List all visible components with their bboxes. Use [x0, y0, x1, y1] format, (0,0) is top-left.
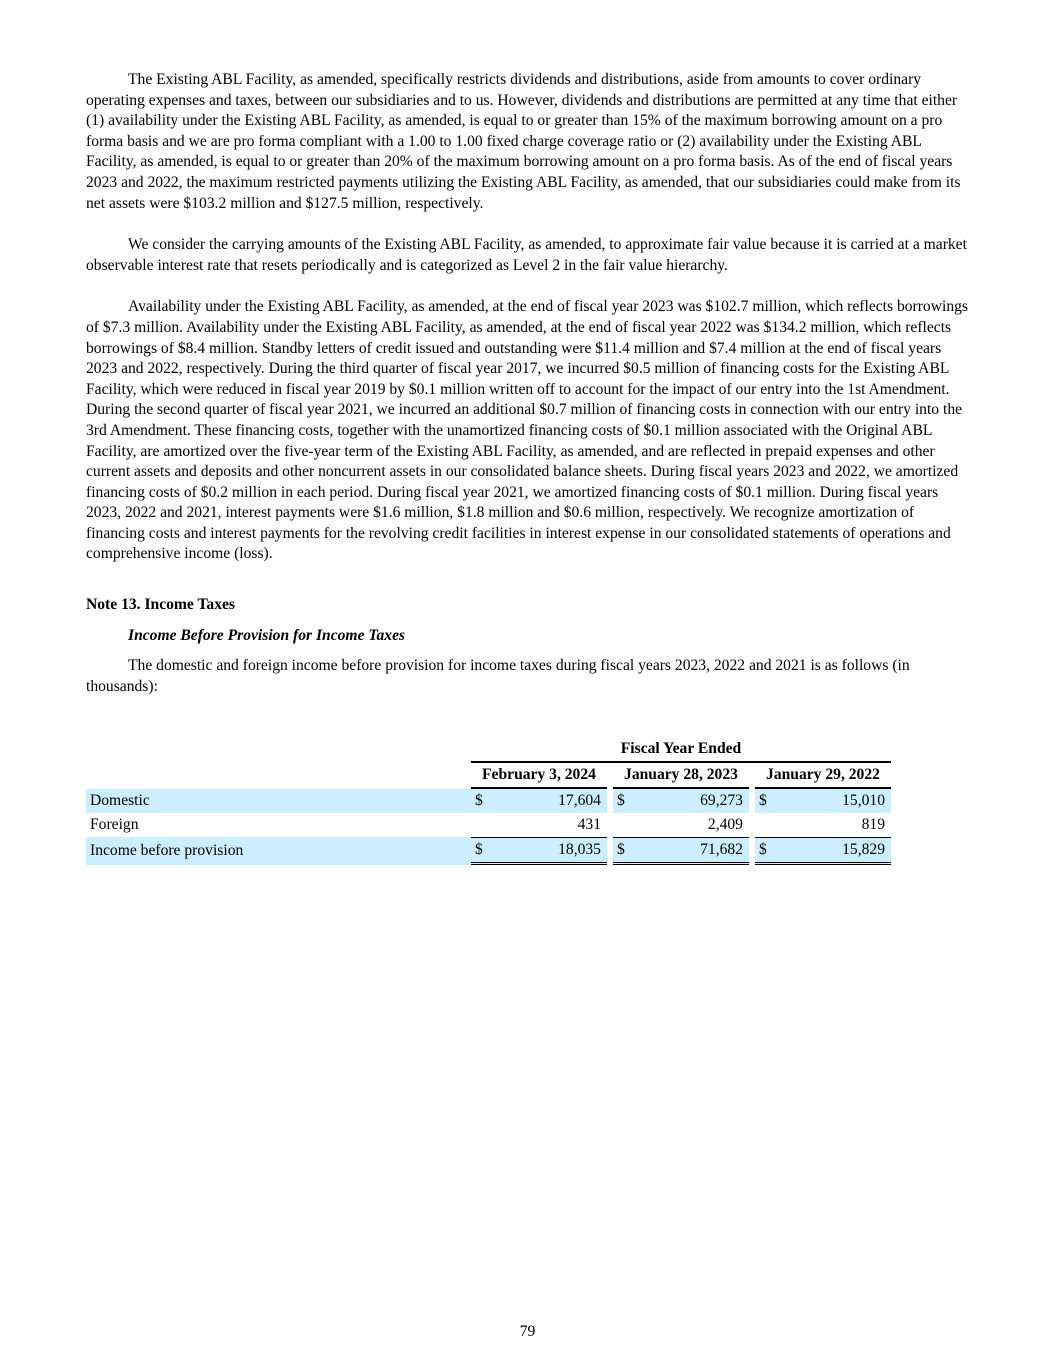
- page-number: 79: [519, 1323, 536, 1340]
- document-page: [86, 70, 972, 865]
- table-row: Foreign 431 2,409 819: [86, 813, 891, 837]
- table-row-total: Income before provision $ 18,035 $ 71,682 $ 15,829: [86, 837, 891, 865]
- subheading: Income Before Provision for Income Taxes: [128, 626, 406, 644]
- paragraph-dividends: The Existing ABL Facility, as amended, specifically restricts dividends and distributions, aside from amounts to cover ordinary operating expenses and taxes, between our subsidiaries and to us. However, dividends and distributions are permitted at any time that either (1) availability under the Existing ABL Facility, as amended, is equal to or greater than 15% of the maximum borrowing amount on a pro forma basis and we are pro forma compliant with a 1.00 to 1.00 fixed charge coverage ratio or (2) availability under the Existing ABL Facility, as amended, is equal to or greater than 20% of the maximum borrowing amount on a pro forma basis. As of the end of fiscal years 2023 and 2022, the maximum restricted payments utilizing the Existing ABL Facility, as amended, that our subsidiaries could make from its net assets were $103.2 million and $127.5 million, respectively.: [86, 71, 961, 212]
- note-heading: Note 13. Income Taxes: [86, 596, 236, 614]
- column-header: January 29, 2022: [755, 763, 891, 789]
- income-table: [86, 737, 891, 865]
- paragraph-availability: Availability under the Existing ABL Facility, as amended, at the end of fiscal year 2023 was $102.7 million, which reflects borrowings of $7.3 million. Availability under the Existing ABL Facility, as amended, at the end of fiscal year 2022 was $134.2 million, which reflects borrowings of $8.4 million. Standby letters of credit issued and outstanding were $11.4 million and $7.4 million at the end of fiscal years 2023 and 2022, respectively. During the third quarter of fiscal year 2017, we incurred $0.5 million of financing costs for the Existing ABL Facility, which were reduced in fiscal year 2019 by $0.1 million written off to account for the impact of our entry into the 1st Amendment. During the second quarter of fiscal year 2021, we incurred an additional $0.7 million of financing costs in connection with our entry into the 3rd Amendment. These financing costs, together with the unamortized financing costs of $0.1 million associated with the Original ABL Facility, are amortized over the five-year term of the Existing ABL Facility, as amended, and are reflected in prepaid expenses and other current assets and deposits and other noncurrent assets in our consolidated balance sheets. During fiscal years 2023 and 2022, we amortized financing costs of $0.2 million in each period. During fiscal year 2021, we amortized financing costs of $0.1 million. During fiscal years 2023, 2022 and 2021, interest payments were $1.6 million, $1.8 million and $0.6 million, respectively. We recognize amortization of financing costs and interest payments for the revolving credit facilities in interest expense in our consolidated statements of operations and comprehensive income (loss).: [86, 298, 968, 563]
- column-header: January 28, 2023: [613, 763, 749, 789]
- table-row: Domestic $ 17,604 $ 69,273 $ 15,010: [86, 789, 891, 813]
- intro-paragraph: The domestic and foreign income before provision for income taxes during fiscal years 2023, 2022 and 2021 is as follows (in thousands):: [86, 657, 910, 695]
- column-header: February 3, 2024: [471, 763, 607, 789]
- paragraph-fair-value: We consider the carrying amounts of the Existing ABL Facility, as amended, to approximate fair value because it is carried at a market observable interest rate that resets periodically and is categorized as Level 2 in the fair value hierarchy.: [86, 236, 967, 274]
- group-header: Fiscal Year Ended: [471, 737, 891, 763]
